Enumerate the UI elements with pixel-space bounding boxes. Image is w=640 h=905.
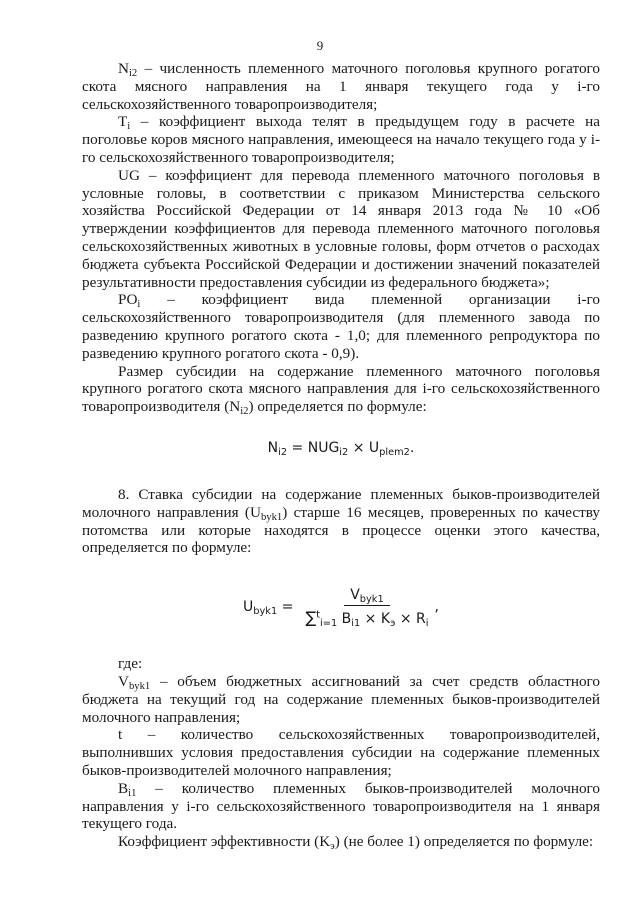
fraction-denominator: ∑$^t_{i=1}$ $B_{i1} \times K_э \times R_i$: [305, 608, 429, 630]
definition-ug: UG – коэффициент для перевода племенного маточного поголовья в условные головы, в соответствии с приказом Министерства сельского хозяйства Российской Федерации от 14 января 2013 года № 10 «Об утверждении коэффициентов для перевода племенного маточного поголовья сельскохозяйственных животных в условные головы, форм отчетов о расходах бюджета субъекта Российской Федерации и достижении значений показателей результативности предоставления субсидии из федерального бюджета»;: [82, 166, 600, 291]
definition-n-i2: $N_{i2}$ – численность племенного маточного поголовья крупного рогатого скота мясного направления на 1 января текущего года у i-го сельскохозяйственного товаропроизводителя;: [82, 60, 600, 113]
formula-fraction: [299, 587, 434, 630]
fraction-numerator: $V_{byk1}$: [344, 587, 390, 606]
document-body: [82, 60, 600, 851]
formula-u-byk1: [82, 587, 600, 630]
paragraph-8: 8. Ставка субсидии на содержание племенных быков-производителей молочного направления $(U_{byk1})$ старше 16 месяцев, проверенных по качеству потомства или которые находятся в процессе оценки этого качества, определяется по формуле:: [82, 485, 600, 557]
formula-n-i2: $N_{i2} = NUG_{i2} \times U_{plem2}$.: [267, 439, 415, 458]
page-number: 9: [316, 38, 324, 53]
definition-t-i: $T_i$ – коэффициент выхода телят в предыдущем году в расчете на поголовье коров мясного направления, имеющееся на начало текущего года у i-го сельскохозяйственного товаропроизводителя;: [82, 113, 600, 166]
definition-b-i1: $B_{i1}$ – количество племенных быков-производителей молочного направления у i-го сельскохозяйственного товаропроизводителя на 1 января текущего года.: [82, 779, 600, 833]
definition-t: t – количество сельскохозяйственных товаропроизводителей, выполнивших условия предоставления субсидии на содержание племенных быков-производителей молочного направления;: [82, 726, 600, 779]
definition-po-i: $PO_i$ – коэффициент вида племенной организации i-го сельскохозяйственного товаропроизводителя (для племенного завода по разведению крупного рогатого скота - 1,0; для племенного репродуктора по разведению крупного рогатого скота - 0,9).: [82, 291, 600, 362]
definition-v-byk1: $V_{byk1}$ – объем бюджетных ассигнований за счет средств областного бюджета на текущий год на содержание племенных быков-производителей молочного направления;: [82, 672, 600, 726]
paragraph-efficiency-coefficient: Коэффициент эффективности $(K_э)$ (не более 1) определяется по формуле:: [118, 833, 594, 853]
paragraph-subsidy-size: Размер субсидии на содержание племенного маточного поголовья крупного рогатого скота мясного направления для i-го сельскохозяйственного товаропроизводителя $(N_{i2})$ определяется по формуле:: [82, 362, 600, 418]
formula-lhs: $U_{byk1}$ =: [243, 599, 294, 618]
where-label: где:: [118, 655, 143, 673]
formula-end: ,: [434, 599, 439, 616]
